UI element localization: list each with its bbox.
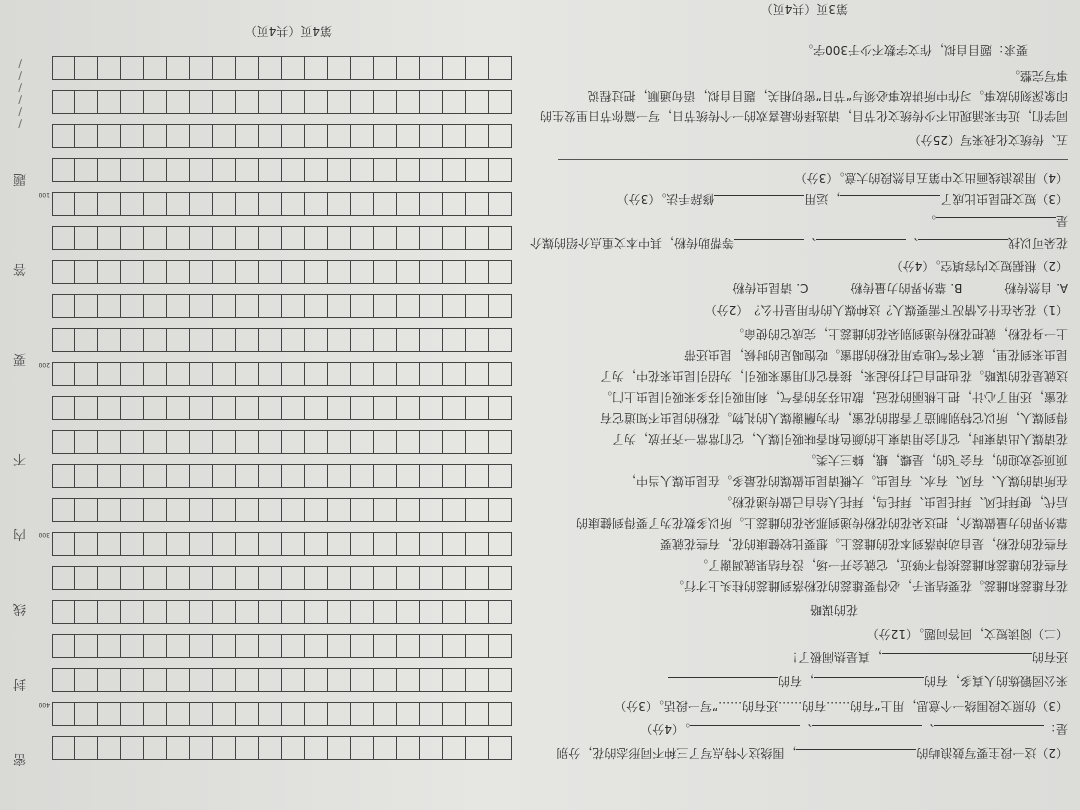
grid-row (52, 124, 512, 148)
page-footer: 第3页（共4页） (760, 2, 848, 16)
page-4 (0, 20, 532, 800)
q2b-prompt: （2）根据短文内容填空。（4分） (890, 259, 1068, 273)
binding-dash: / (18, 57, 22, 70)
grid-row (52, 192, 512, 216)
passage-line: 这就是花的谋略。花也把自己打扮起来，接着它们用蜜来吸引，为招引昆虫来花中，为了 (599, 369, 1068, 383)
grid-row (52, 260, 512, 284)
grid-row (52, 600, 512, 624)
passage-line: 在所请的媒人、有风、有水、有昆虫。大概请昆虫做媒的花最多。在昆虫媒人当中， (623, 474, 1068, 488)
grid-row (52, 668, 512, 692)
q1-option-a: A. 自然传粉 (1004, 281, 1068, 295)
q3-line2: 来公园锻炼的人真多，有的，有的 (553, 673, 1068, 690)
passage-line: 有些花的花粉，是自动掉落到本花的雌蕊上。想要比较健康的花，有些花就要 (659, 537, 1068, 551)
essay-prompt-line: 印象深刻的故事。习作中所讲故事必须与“节日”密切相关，题目自拟，语句通顺，把过程说 (587, 89, 1068, 103)
grid-row (52, 158, 512, 182)
q1-option-b: B. 靠外界的力量传粉 (850, 281, 963, 295)
q2-line2: 是：、、。（4分） (640, 722, 1068, 736)
grid-row (52, 532, 512, 556)
passage-line: 靠外界的力量做媒介，把这朵花的花粉传递到那朵花的雌蕊上。所以多数花为了要得到健康的 (575, 516, 1068, 530)
q1-prompt: （1）花朵在什么情况下需要媒人？这种媒人的作用是什么？（2分） (704, 303, 1068, 317)
grid-row (52, 328, 512, 352)
essay-prompt-line: 事写完整。 (1007, 69, 1068, 83)
grid-row (52, 464, 512, 488)
q3-prompt: （3）仿照文段围绕一个意思，用上“有的……有的……还有的……”写一段话。（3分） (614, 699, 1068, 713)
grid-row (52, 90, 512, 114)
passage-line: 上一身花粉，就把花粉传递到别朵花的雌蕊上，完成它的使命。 (731, 327, 1068, 341)
passage-line: 花请媒人出请柬时，它们会用请柬上的颜色和香味吸引媒人，它们常常一齐开放，为了 (611, 432, 1068, 446)
q3b-line: （3）短文把昆虫比成了，运用修辞手法。（3分） (616, 192, 1068, 206)
passage-line: 花蜜，还用了心计，把上桃丽的花冠，散出芬芳的香气，利用吸引芬多来吸引昆虫上门。 (599, 390, 1068, 404)
divider (558, 159, 1068, 160)
page-3 (529, 0, 1068, 770)
grid-row (52, 396, 512, 420)
essay-requirement: 要求：题目自拟，作文字数不少于300字。 (801, 43, 1028, 57)
grid-row (52, 226, 512, 250)
binding-dash: / (18, 117, 22, 130)
word-count-mark: 200 (38, 361, 50, 368)
binding-char: 答 (12, 261, 26, 276)
grid-row (52, 362, 512, 386)
q4b-prompt: （4）用波浪线画出文中第五自然段的大意。（3分） (794, 171, 1068, 185)
word-count-mark: 300 (38, 531, 50, 538)
q1-option-c: C. 请昆虫传粉 (732, 281, 809, 295)
grid-row (52, 56, 512, 80)
passage-line: 得到媒人，所以它特别制造了香甜的花蜜，作为酬谢媒人的礼物。花粉的昆虫不知道它有 (599, 411, 1068, 425)
grid-row (52, 736, 512, 760)
q2b-line3: 是。 (923, 214, 1068, 228)
q3-line3: 还有的，真是热闹极了！ (785, 650, 1068, 664)
binding-dash: / (18, 81, 22, 94)
passage-line: 顶顶受欢迎的，有会飞的，是蝶，蛾，蜂三大类。 (803, 453, 1068, 467)
q2b-line2: 花朵可以找、、等帮助传粉，其中本文重点介绍的媒介 (529, 236, 1068, 250)
binding-dash: / (18, 105, 22, 118)
binding-line (2, 50, 32, 770)
binding-char: 题 (12, 171, 26, 186)
word-count-mark: 400 (38, 701, 50, 708)
grid-row (52, 566, 512, 590)
binding-char: 封 (12, 676, 26, 691)
binding-dash: / (18, 69, 22, 82)
passage-line: 花有雄蕊和雌蕊。花要结果子，必得要雄蕊的花粉落到雌蕊的柱头上才行。 (671, 579, 1068, 593)
section-5-heading: 五、传统文化我来写（25分） (908, 133, 1068, 147)
q2-line1: （2）这一段主要写鼓浪屿的，围绕这个特点写了三种不同形态的花，分别 (556, 746, 1068, 760)
binding-dash: / (18, 93, 22, 106)
grid-row (52, 498, 512, 522)
passage-line: 昆虫来到花里，就不客气地享用花粉的甜蜜。吃饱喝足的时候，昆虫还带 (683, 348, 1068, 362)
grid-row (52, 430, 512, 454)
grid-row (52, 634, 512, 658)
binding-char: 密 (12, 751, 26, 766)
grid-row (52, 294, 512, 318)
passage-title: 花的谋略 (809, 603, 858, 617)
binding-char: 要 (12, 351, 26, 366)
word-count-mark: 100 (38, 191, 50, 198)
passage-line: 后代，便拜托风、拜托昆虫、拜托鸟，拜托人给自己做传递花粉。 (719, 495, 1068, 509)
page-footer: 第4页（共4页） (244, 24, 332, 38)
binding-char: 线 (12, 601, 26, 616)
binding-char: 不 (12, 451, 26, 466)
essay-prompt-line: 同学们，近年来涌现出不少传统文化节目，请选择你最喜欢的一个传统节日，写一篇你节日里发生的 (539, 109, 1068, 123)
binding-char: 内 (12, 526, 26, 541)
grid-row (52, 702, 512, 726)
section-2-heading: （二）阅读短文，回答问题。（12分） (866, 627, 1068, 641)
composition-grid (38, 30, 512, 760)
q1-options (553, 280, 1068, 296)
passage-line: 有些花的雄蕊和雌蕊挨得不够近，它就会开一场，没有结果就凋谢了。 (695, 558, 1068, 572)
